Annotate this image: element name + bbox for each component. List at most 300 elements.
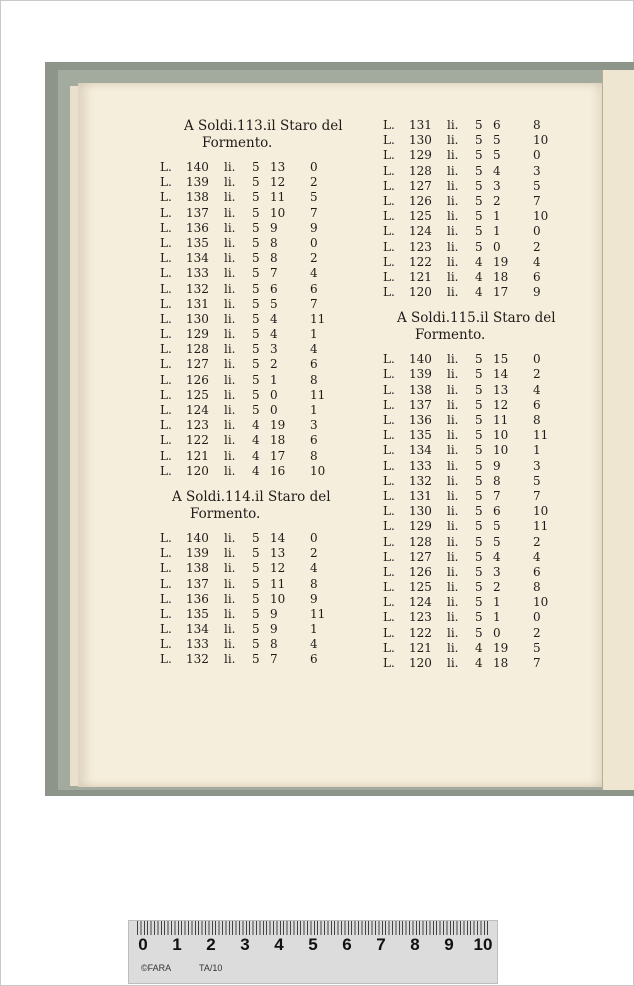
heading-line1: A Soldi.114.il Staro del — [172, 488, 331, 505]
row-denari-value: 8 — [310, 372, 318, 387]
row-soldi-value: 4 — [493, 163, 501, 178]
row-li: li. — [224, 160, 236, 174]
row-prefix: L. — [160, 576, 172, 591]
row-denari-value: 9 — [310, 591, 318, 606]
row-denari-value: 10 — [310, 463, 326, 478]
ruler-number: 0 — [138, 935, 148, 954]
row-lire: 137 — [409, 397, 432, 412]
row-lire-value: 5 — [475, 610, 483, 625]
ruler-ticks — [137, 921, 489, 935]
table-row — [160, 282, 360, 297]
row-prefix: L. — [383, 224, 395, 239]
row-denari-value: 5 — [533, 473, 541, 488]
left-column — [160, 118, 360, 668]
row-lire: 120 — [409, 285, 432, 300]
table-row — [160, 449, 360, 464]
table-row — [383, 489, 583, 504]
row-lire: 126 — [409, 193, 432, 208]
row-prefix: L. — [160, 448, 172, 463]
row-prefix: L. — [383, 443, 395, 458]
row-li: li. — [447, 413, 459, 427]
row-li: li. — [224, 546, 236, 561]
table-row — [383, 367, 583, 382]
row-lire-value: 5 — [252, 296, 260, 311]
row-prefix: L. — [160, 327, 172, 342]
row-lire: 139 — [409, 367, 432, 382]
row-prefix: L. — [160, 357, 172, 372]
row-lire-value: 5 — [252, 311, 260, 326]
table-row — [383, 255, 583, 270]
row-li: li. — [224, 576, 236, 591]
row-denari-value: 1 — [533, 443, 541, 458]
row-lire: 125 — [409, 580, 432, 595]
row-prefix: L. — [383, 178, 395, 193]
row-soldi-value: 11 — [493, 413, 509, 427]
row-soldi-value: 11 — [270, 190, 286, 205]
row-denari-value: 3 — [533, 458, 541, 473]
table-row — [160, 531, 360, 546]
row-li: li. — [447, 443, 459, 458]
row-lire-value: 5 — [475, 209, 483, 224]
row-lire-value: 5 — [475, 443, 483, 458]
row-li: li. — [447, 397, 459, 412]
row-lire-value: 5 — [252, 652, 260, 667]
row-lire: 127 — [186, 357, 209, 372]
row-li: li. — [447, 656, 459, 670]
row-lire: 125 — [409, 209, 432, 224]
row-lire: 136 — [186, 220, 209, 235]
row-prefix: L. — [160, 591, 172, 606]
row-prefix: L. — [383, 610, 395, 625]
ruler-code: TA/10 — [199, 963, 223, 973]
row-lire: 123 — [186, 418, 209, 433]
row-denari-value: 1 — [310, 327, 318, 342]
row-soldi-value: 0 — [270, 403, 278, 417]
row-soldi-value: 18 — [270, 433, 286, 448]
row-prefix: L. — [160, 251, 172, 266]
table-row — [160, 327, 360, 342]
row-denari-value: 8 — [310, 576, 318, 591]
row-lire-value: 5 — [475, 239, 483, 254]
table-row — [160, 388, 360, 403]
table-row — [160, 577, 360, 592]
table-row — [383, 459, 583, 474]
table-row — [160, 622, 360, 637]
row-denari-value: 11 — [310, 311, 326, 326]
table-row — [383, 285, 583, 300]
row-lire-value: 5 — [475, 564, 483, 579]
row-lire-value: 5 — [252, 546, 260, 561]
table-row — [383, 270, 583, 285]
table-row — [160, 266, 360, 281]
row-denari-value: 4 — [310, 561, 318, 576]
row-prefix: L. — [160, 637, 172, 652]
row-lire: 124 — [186, 403, 209, 417]
row-li: li. — [447, 224, 459, 239]
row-lire-value: 5 — [475, 397, 483, 412]
row-soldi-value: 12 — [270, 561, 286, 576]
row-lire-value: 5 — [252, 235, 260, 250]
row-li: li. — [224, 296, 236, 311]
row-prefix: L. — [383, 285, 395, 300]
row-prefix: L. — [383, 656, 395, 670]
right-column — [383, 118, 583, 671]
row-lire-value: 5 — [252, 342, 260, 357]
row-lire: 126 — [409, 564, 432, 579]
row-prefix: L. — [383, 534, 395, 549]
row-lire-value: 5 — [475, 504, 483, 519]
table-row — [160, 433, 360, 448]
row-li: li. — [224, 448, 236, 463]
row-lire: 121 — [186, 448, 209, 463]
row-soldi-value: 6 — [270, 281, 278, 296]
row-li: li. — [447, 118, 459, 132]
row-li: li. — [224, 175, 236, 190]
row-denari-value: 10 — [533, 504, 549, 519]
row-denari-value: 2 — [533, 239, 541, 254]
row-denari-value: 3 — [310, 418, 318, 433]
table-row — [383, 504, 583, 519]
row-lire-value: 5 — [475, 178, 483, 193]
row-soldi-value: 0 — [493, 625, 501, 640]
row-li: li. — [447, 285, 459, 300]
row-denari-value: 7 — [533, 488, 541, 503]
row-denari-value: 0 — [533, 148, 541, 163]
table-row — [160, 403, 360, 418]
row-li: li. — [224, 205, 236, 220]
row-prefix: L. — [160, 235, 172, 250]
table-row — [383, 428, 583, 443]
row-prefix: L. — [160, 418, 172, 433]
table-row — [160, 297, 360, 312]
row-li: li. — [224, 190, 236, 205]
row-lire: 124 — [409, 595, 432, 610]
table-row — [383, 519, 583, 534]
row-denari-value: 0 — [533, 352, 541, 367]
table-row — [160, 190, 360, 205]
row-denari-value: 10 — [533, 209, 549, 224]
row-soldi-value: 5 — [493, 148, 501, 163]
row-soldi-value: 9 — [270, 220, 278, 235]
row-lire-value: 5 — [252, 357, 260, 372]
row-lire-value: 5 — [252, 403, 260, 417]
row-li: li. — [447, 488, 459, 503]
row-lire: 140 — [409, 352, 432, 367]
row-soldi-value: 5 — [493, 534, 501, 549]
row-prefix: L. — [160, 433, 172, 448]
table-row — [383, 474, 583, 489]
row-lire-value: 5 — [475, 352, 483, 367]
row-li: li. — [447, 148, 459, 163]
heading-line1: A Soldi.115.il Staro del — [397, 310, 556, 327]
row-lire-value: 5 — [475, 133, 483, 148]
row-lire-value: 4 — [475, 254, 483, 269]
row-denari-value: 8 — [533, 580, 541, 595]
row-lire-value: 5 — [475, 458, 483, 473]
row-soldi-value: 7 — [270, 652, 278, 667]
row-lire: 129 — [186, 327, 209, 342]
row-prefix: L. — [160, 561, 172, 576]
row-lire-value: 5 — [475, 224, 483, 239]
row-lire-value: 5 — [252, 251, 260, 266]
row-soldi-value: 0 — [493, 239, 501, 254]
table-row — [383, 194, 583, 209]
ruler-number: 10 — [473, 935, 493, 954]
row-denari-value: 5 — [533, 178, 541, 193]
row-li: li. — [224, 591, 236, 606]
row-lire: 140 — [186, 160, 209, 174]
row-soldi-value: 7 — [493, 488, 501, 503]
row-denari-value: 0 — [533, 610, 541, 625]
row-prefix: L. — [383, 504, 395, 519]
row-prefix: L. — [383, 473, 395, 488]
row-denari-value: 7 — [310, 205, 318, 220]
table-row — [383, 443, 583, 458]
row-prefix: L. — [383, 488, 395, 503]
row-soldi-value: 1 — [493, 209, 501, 224]
table-row — [383, 209, 583, 224]
row-lire: 121 — [409, 269, 432, 284]
row-soldi-value: 9 — [270, 606, 278, 621]
row-li: li. — [224, 433, 236, 448]
row-lire-value: 4 — [475, 640, 483, 655]
row-prefix: L. — [160, 220, 172, 235]
row-prefix: L. — [160, 296, 172, 311]
row-soldi-value: 2 — [270, 357, 278, 372]
row-prefix: L. — [383, 133, 395, 148]
row-prefix: L. — [383, 413, 395, 427]
row-denari-value: 9 — [310, 220, 318, 235]
row-lire: 131 — [409, 118, 432, 132]
row-li: li. — [447, 382, 459, 397]
row-denari-value: 4 — [533, 254, 541, 269]
row-denari-value: 5 — [533, 640, 541, 655]
row-prefix: L. — [160, 546, 172, 561]
row-lire-value: 5 — [475, 625, 483, 640]
row-denari-value: 5 — [310, 190, 318, 205]
row-soldi-value: 11 — [270, 576, 286, 591]
row-lire: 130 — [409, 133, 432, 148]
row-li: li. — [224, 637, 236, 652]
table-row — [160, 607, 360, 622]
row-denari-value: 7 — [533, 656, 541, 670]
table-row — [383, 383, 583, 398]
table-row — [160, 418, 360, 433]
table-row — [383, 148, 583, 163]
ruler-number: 3 — [240, 935, 250, 954]
price-table-115 — [383, 352, 583, 671]
row-soldi-value: 1 — [493, 224, 501, 239]
row-denari-value: 1 — [310, 403, 318, 417]
row-lire-value: 5 — [252, 387, 260, 402]
row-li: li. — [447, 367, 459, 382]
row-soldi-value: 0 — [270, 387, 278, 402]
row-soldi-value: 4 — [270, 327, 278, 342]
row-soldi-value: 12 — [493, 397, 509, 412]
row-li: li. — [447, 209, 459, 224]
row-lire-value: 5 — [252, 266, 260, 281]
row-li: li. — [224, 606, 236, 621]
row-li: li. — [447, 269, 459, 284]
ruler-number: 8 — [410, 935, 420, 954]
table-row — [160, 652, 360, 667]
row-soldi-value: 13 — [270, 546, 286, 561]
row-prefix: L. — [383, 382, 395, 397]
ruler-brand: ©FARA — [141, 963, 172, 973]
row-denari-value: 11 — [310, 387, 326, 402]
row-soldi-value: 10 — [270, 205, 286, 220]
row-prefix: L. — [383, 254, 395, 269]
row-li: li. — [447, 519, 459, 534]
table-row — [383, 118, 583, 133]
row-lire-value: 5 — [252, 160, 260, 174]
row-lire-value: 4 — [252, 418, 260, 433]
price-table-113 — [160, 160, 360, 479]
row-li: li. — [447, 580, 459, 595]
row-soldi-value: 6 — [493, 118, 501, 132]
row-denari-value: 10 — [533, 595, 549, 610]
row-li: li. — [224, 251, 236, 266]
row-lire-value: 5 — [475, 488, 483, 503]
row-prefix: L. — [383, 519, 395, 534]
row-lire: 127 — [409, 178, 432, 193]
row-lire-value: 4 — [475, 656, 483, 670]
row-lire-value: 5 — [252, 327, 260, 342]
row-lire: 122 — [409, 625, 432, 640]
row-lire-value: 5 — [475, 473, 483, 488]
row-prefix: L. — [160, 606, 172, 621]
row-denari-value: 2 — [310, 546, 318, 561]
row-denari-value: 6 — [533, 269, 541, 284]
row-soldi-value: 8 — [270, 251, 278, 266]
row-lire-value: 5 — [475, 413, 483, 427]
row-lire-value: 5 — [252, 175, 260, 190]
row-prefix: L. — [383, 209, 395, 224]
row-li: li. — [447, 458, 459, 473]
measuring-ruler — [128, 920, 498, 984]
row-denari-value: 11 — [533, 428, 549, 443]
row-lire: 134 — [186, 251, 209, 266]
row-lire: 125 — [186, 387, 209, 402]
row-denari-value: 6 — [533, 397, 541, 412]
row-li: li. — [224, 387, 236, 402]
row-prefix: L. — [160, 160, 172, 174]
row-li: li. — [447, 473, 459, 488]
table-row — [383, 610, 583, 625]
row-lire-value: 4 — [252, 433, 260, 448]
row-li: li. — [447, 133, 459, 148]
row-lire-value: 4 — [475, 285, 483, 300]
row-soldi-value: 1 — [270, 372, 278, 387]
row-prefix: L. — [160, 372, 172, 387]
row-lire: 131 — [186, 296, 209, 311]
row-prefix: L. — [160, 281, 172, 296]
row-li: li. — [447, 254, 459, 269]
ruler-number: 7 — [376, 935, 386, 954]
row-lire: 136 — [186, 591, 209, 606]
row-lire: 128 — [409, 163, 432, 178]
row-prefix: L. — [383, 549, 395, 564]
table-row — [383, 626, 583, 641]
row-li: li. — [224, 530, 236, 545]
row-denari-value: 6 — [310, 357, 318, 372]
row-denari-value: 8 — [310, 448, 318, 463]
table-row — [383, 179, 583, 194]
table-row — [160, 637, 360, 652]
row-lire: 129 — [409, 519, 432, 534]
row-lire-value: 5 — [252, 561, 260, 576]
table-row — [383, 656, 583, 671]
row-lire: 139 — [186, 175, 209, 190]
row-prefix: L. — [383, 580, 395, 595]
row-soldi-value: 18 — [493, 656, 509, 670]
section-heading-115 — [383, 310, 583, 344]
table-row — [383, 565, 583, 580]
row-lire: 137 — [186, 205, 209, 220]
row-li: li. — [447, 625, 459, 640]
row-prefix: L. — [160, 266, 172, 281]
row-prefix: L. — [383, 595, 395, 610]
table-row — [383, 595, 583, 610]
row-soldi-value: 17 — [270, 448, 286, 463]
row-lire: 132 — [186, 652, 209, 667]
row-li: li. — [224, 235, 236, 250]
row-lire: 140 — [186, 530, 209, 545]
row-li: li. — [224, 372, 236, 387]
row-prefix: L. — [383, 625, 395, 640]
row-lire-value: 5 — [475, 193, 483, 208]
table-row — [160, 464, 360, 479]
row-denari-value: 10 — [533, 133, 549, 148]
row-lire-value: 5 — [252, 606, 260, 621]
row-lire: 120 — [409, 656, 432, 670]
row-lire: 137 — [186, 576, 209, 591]
row-lire-value: 5 — [252, 622, 260, 637]
row-soldi-value: 2 — [493, 193, 501, 208]
row-denari-value: 7 — [310, 296, 318, 311]
table-row — [160, 221, 360, 236]
row-lire: 135 — [186, 606, 209, 621]
row-soldi-value: 4 — [270, 311, 278, 326]
row-li: li. — [447, 564, 459, 579]
row-li: li. — [224, 561, 236, 576]
heading-line1: A Soldi.113.il Staro del — [184, 118, 343, 134]
row-li: li. — [224, 342, 236, 357]
row-lire-value: 5 — [475, 163, 483, 178]
row-denari-value: 4 — [310, 266, 318, 281]
row-li: li. — [224, 266, 236, 281]
ruler-numbers — [133, 935, 495, 957]
row-prefix: L. — [383, 148, 395, 163]
table-row — [160, 373, 360, 388]
row-lire: 135 — [186, 235, 209, 250]
row-li: li. — [447, 549, 459, 564]
row-soldi-value: 14 — [270, 530, 286, 545]
row-soldi-value: 12 — [270, 175, 286, 190]
row-lire: 128 — [409, 534, 432, 549]
table-row — [383, 641, 583, 656]
row-li: li. — [447, 428, 459, 443]
row-lire-value: 5 — [475, 534, 483, 549]
row-li: li. — [447, 610, 459, 625]
row-denari-value: 8 — [533, 413, 541, 427]
row-lire-value: 5 — [475, 118, 483, 132]
row-soldi-value: 2 — [493, 580, 501, 595]
row-denari-value: 2 — [533, 534, 541, 549]
row-denari-value: 0 — [533, 224, 541, 239]
row-lire: 138 — [186, 190, 209, 205]
row-denari-value: 2 — [533, 367, 541, 382]
